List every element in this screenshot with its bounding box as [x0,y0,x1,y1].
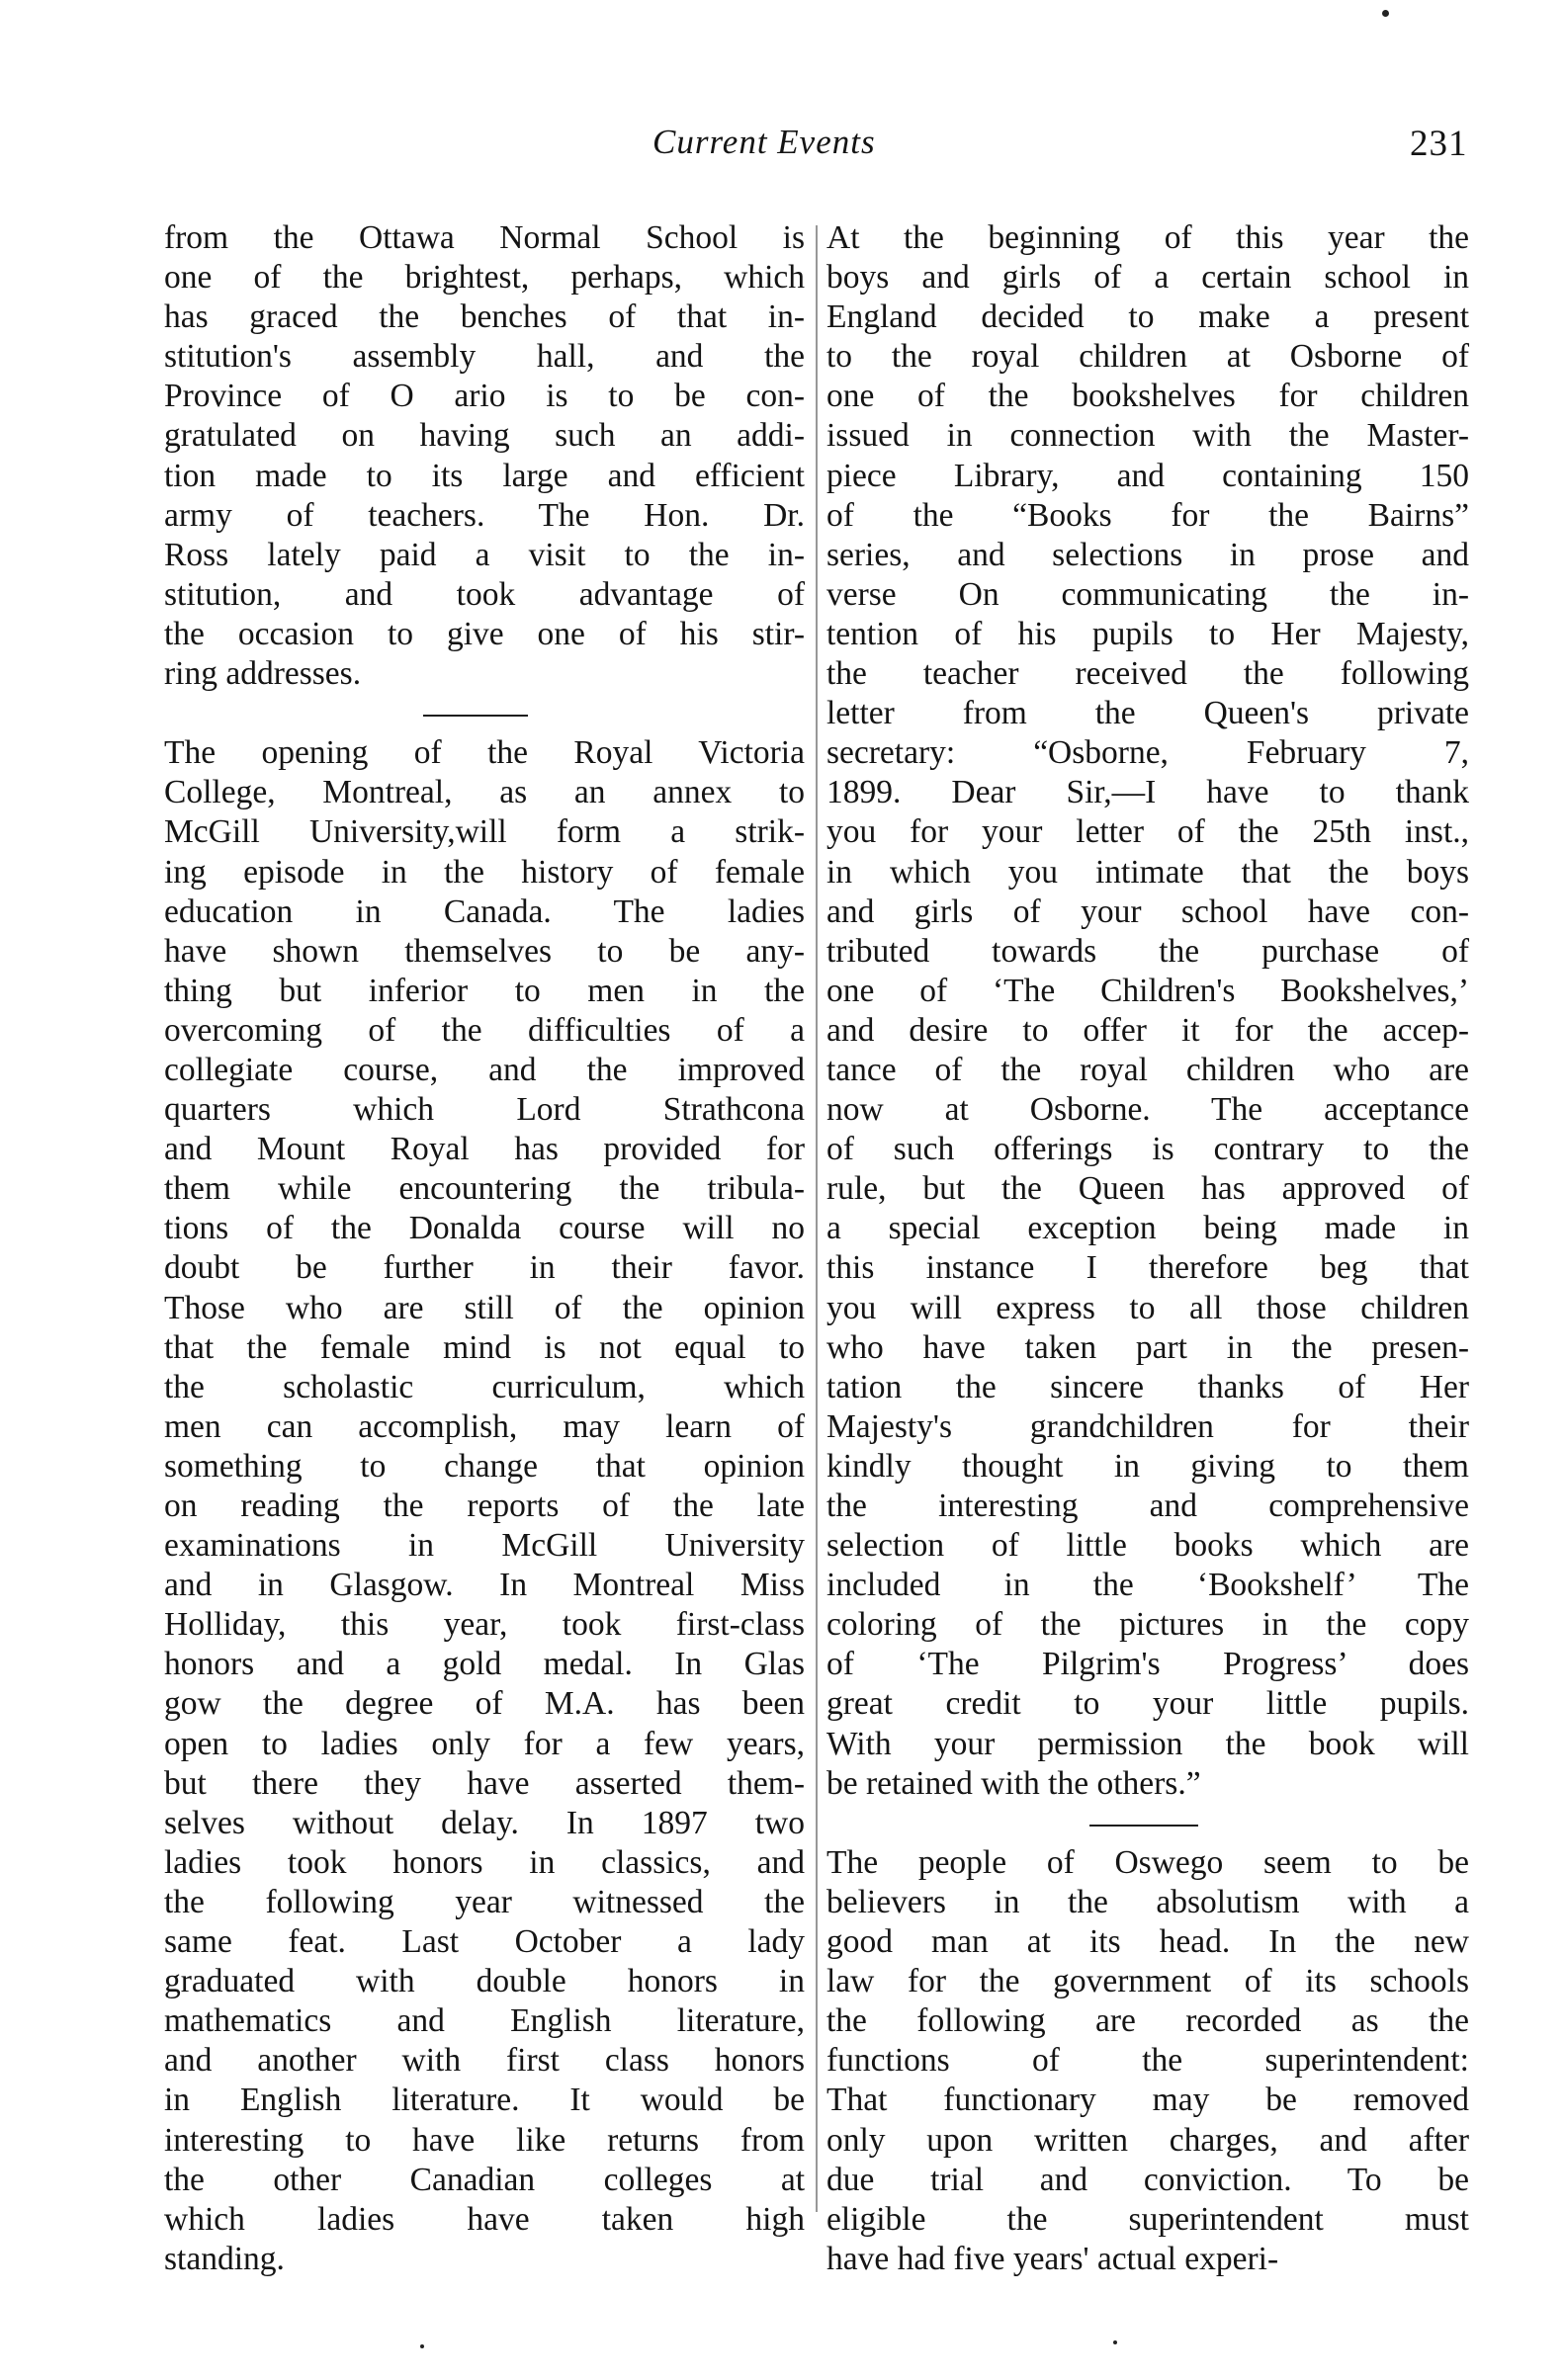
left-column-line: have shown themselves to be any- [164,932,805,970]
left-column-line: graduated with double honors in [164,1963,805,2000]
right-column-line: tance of the royal children who are [826,1051,1469,1088]
left-column-line: ring addresses. [164,655,362,693]
right-column-line: to the royal children at Osborne of [826,338,1469,376]
right-column-line: of ‘The Pilgrim's Progress’ does [826,1646,1469,1683]
left-column-line: quarters which Lord Strathcona [164,1091,805,1129]
left-column-line: and Mount Royal has provided for [164,1131,805,1168]
right-column-line: coloring of the pictures in the copy [826,1606,1469,1644]
right-column-line: the interesting and comprehensive [826,1488,1469,1524]
left-column-line: stitution's assembly hall, and the [164,338,805,376]
left-column-line: army of teachers. The Hon. Dr. [164,496,805,534]
right-column-line: good man at its head. In the new [826,1923,1469,1961]
right-column-line: selection of little books which are [826,1527,1469,1565]
left-column-line: honors and a gold medal. In Glas [164,1646,805,1683]
right-column-line: this instance I therefore beg that [826,1249,1469,1287]
right-column-line: That functionary may be removed [826,2082,1469,2119]
page-header [0,123,1564,182]
right-column-line: you will express to all those children [826,1289,1469,1326]
right-column-line: have had five years' actual experi- [826,2240,1279,2277]
left-column-line: ing episode in the history of female [164,853,805,891]
right-column-line: due trial and conviction. To be [826,2161,1469,2198]
left-column-line: on reading the reports of the late [164,1488,805,1524]
right-column-line: and girls of your school have con- [826,892,1469,930]
right-column-line: who have taken part in the presen- [826,1328,1469,1366]
right-column-line: tention of his pupils to Her Majesty, [826,615,1469,652]
left-column-line: them while encountering the tribula- [164,1170,805,1208]
left-column-line: overcoming of the difficulties of a [164,1011,805,1049]
left-column-line: Those who are still of the opinion [164,1289,805,1326]
left-column-line: stitution, and took advantage of [164,575,805,613]
right-column-line: letter from the Queen's private [826,695,1469,732]
left-column-line: the occasion to give one of his stir- [164,615,805,652]
right-column-line: At the beginning of this year the [826,219,1469,256]
left-column-line: Province of O ario is to be con- [164,378,805,415]
left-column-line: examinations in McGill University [164,1527,805,1565]
left-column [164,218,805,2279]
print-speck [1113,2340,1117,2344]
page-number: 231 [1410,124,1468,164]
left-column-line: that the female mind is not equal to [164,1328,805,1366]
right-column [826,218,1469,2279]
left-column-line: interesting to have like returns from [164,2121,805,2159]
right-column-line: one of ‘The Children's Bookshelves,’ [826,972,1469,1009]
right-column-line: The people of Oswego seem to be [826,1843,1469,1881]
right-column-line: believers in the absolutism with a [826,1883,1469,1920]
right-column-line: of the “Books for the Bairns” [826,496,1469,534]
right-column-line: in which you intimate that the boys [826,853,1469,891]
left-column-line: standing. [164,2240,285,2277]
left-column-line: collegiate course, and the improved [164,1051,805,1088]
right-column-line: piece Library, and containing 150 [826,457,1469,494]
left-column-line: which ladies have taken high [164,2200,805,2238]
right-column-line: the teacher received the following [826,655,1469,693]
left-column-line: gow the degree of M.A. has been [164,1685,805,1723]
right-column-line: rule, but the Queen has approved of [826,1170,1469,1208]
left-column-line: thing but inferior to men in the [164,972,805,1009]
left-column-line: the other Canadian colleges at [164,2161,805,2198]
left-column-line: but there they have asserted them- [164,1764,805,1802]
left-column-line: selves without delay. In 1897 two [164,1804,805,1841]
right-column-line: eligible the superintendent must [826,2200,1469,2238]
right-column-line: be retained with the others.” [826,1764,1201,1802]
section-divider [164,694,805,733]
right-column-line: now at Osborne. The acceptance [826,1091,1469,1129]
right-column-line: With your permission the book will [826,1725,1469,1762]
right-column-line: one of the bookshelves for children [826,378,1469,415]
left-column-line: has graced the benches of that in- [164,298,805,336]
left-column-line: men can accomplish, may learn of [164,1407,805,1445]
right-column-line: boys and girls of a certain school in [826,259,1469,297]
right-column-line: kindly thought in giving to them [826,1447,1469,1485]
left-column-line: open to ladies only for a few years, [164,1725,805,1762]
running-title: Current Events [652,123,876,161]
section-divider [826,1804,1469,1843]
left-column-line: tion made to its large and efficient [164,457,805,494]
right-column-line: England decided to make a present [826,298,1469,336]
print-speck [420,2344,424,2348]
left-column-line: gratulated on having such an addi- [164,417,805,455]
print-speck [1382,10,1389,17]
left-column-line: mathematics and English literature, [164,2002,805,2040]
left-column-line: same feat. Last October a lady [164,1923,805,1961]
right-column-line: verse On communicating the in- [826,575,1469,613]
left-column-line: McGill University,will form a strik- [164,813,805,851]
right-column-line: series, and selections in prose and [826,536,1469,573]
right-column-line: secretary: “Osborne, February 7, [826,734,1469,772]
right-column-line: a special exception being made in [826,1210,1469,1247]
left-column-line: doubt be further in their favor. [164,1249,805,1287]
right-column-line: tributed towards the purchase of [826,932,1469,970]
left-column-line: The opening of the Royal Victoria [164,734,805,772]
right-column-line: Majesty's grandchildren for their [826,1407,1469,1445]
left-column-line: and in Glasgow. In Montreal Miss [164,1567,805,1604]
right-column-line: tation the sincere thanks of Her [826,1368,1469,1405]
right-column-line: issued in connection with the Master- [826,417,1469,455]
right-column-line: you for your letter of the 25th inst., [826,813,1469,851]
right-column-line: great credit to your little pupils. [826,1685,1469,1723]
left-column-line: Holliday, this year, took first-class [164,1606,805,1644]
left-column-line: from the Ottawa Normal School is [164,219,805,256]
right-column-line: and desire to offer it for the accep- [826,1011,1469,1049]
left-column-line: Ross lately paid a visit to the in- [164,536,805,573]
left-column-line: tions of the Donalda course will no [164,1210,805,1247]
left-column-line: College, Montreal, as an annex to [164,774,805,811]
right-column-line: functions of the superintendent: [826,2042,1469,2080]
right-column-line: the following are recorded as the [826,2002,1469,2040]
left-column-line: something to change that opinion [164,1447,805,1485]
left-column-line: education in Canada. The ladies [164,892,805,930]
column-rule [816,225,818,2212]
left-column-line: the following year witnessed the [164,1883,805,1920]
right-column-line: law for the government of its schools [826,1963,1469,2000]
right-column-line: 1899. Dear Sir,—I have to thank [826,774,1469,811]
right-column-line: of such offerings is contrary to the [826,1131,1469,1168]
right-column-line: only upon written charges, and after [826,2121,1469,2159]
left-column-line: the scholastic curriculum, which [164,1368,805,1405]
left-column-line: one of the brightest, perhaps, which [164,259,805,297]
left-column-line: in English literature. It would be [164,2082,805,2119]
left-column-line: and another with first class honors [164,2042,805,2080]
right-column-line: included in the ‘Bookshelf’ The [826,1567,1469,1604]
left-column-line: ladies took honors in classics, and [164,1843,805,1881]
